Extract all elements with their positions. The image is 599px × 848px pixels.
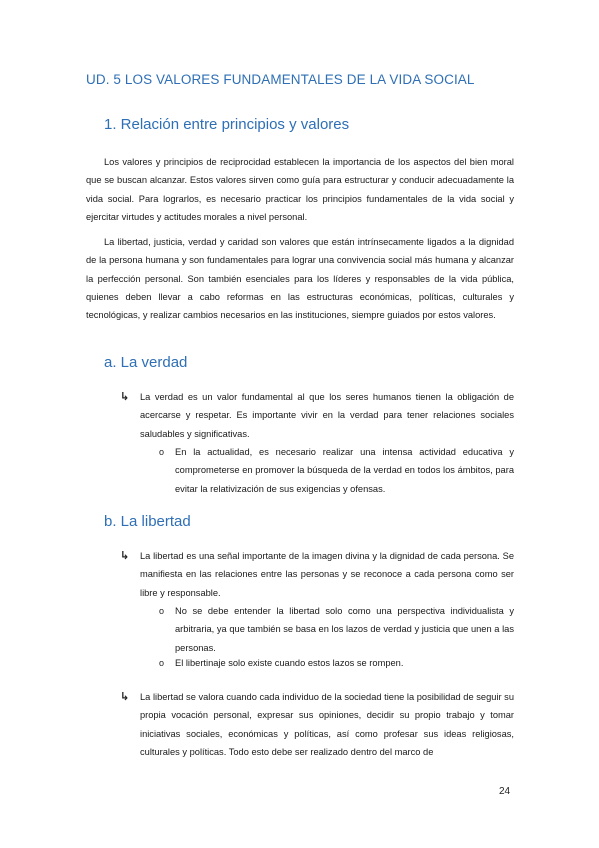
section-b-heading: b. La libertad — [104, 513, 191, 530]
circle-bullet-icon: o — [159, 447, 165, 457]
libertad-item-1: La libertad es una señal importante de la imagen divina y la dignidad de cada persona. Se manifiesta en las relaciones entre las personas y se reconoce a cada persona como ser libre y responsable. — [140, 551, 514, 598]
circle-bullet-icon: o — [159, 606, 165, 616]
verdad-item-1: La verdad es un valor fundamental al que los seres humanos tienen la obligación de acercarse y respetar. Es importante vivir en la verdad para tener relaciones sociales saludables y significativas. — [140, 392, 514, 439]
arrow-bullet-icon: ↳ — [120, 391, 130, 403]
arrow-bullet-icon: ↳ — [120, 691, 130, 703]
verdad-subitem-1: En la actualidad, es necesario realizar una intensa actividad educativa y comprometerse en promover la búsqueda de la verdad en todos los ámbitos, para evitar la relativización de sus exigencias y ofensas. — [175, 447, 514, 494]
circle-bullet-icon: o — [159, 658, 165, 668]
libertad-subitem-1: No se debe entender la libertad solo como una perspectiva individualista y arbitraria, ya que también se basa en los lazos de verdad y justicia que unen a las personas. — [175, 606, 514, 653]
section-a-heading: a. La verdad — [104, 354, 188, 371]
section-1-paragraph-1: Los valores y principios de reciprocidad establecen la importancia de los aspectos del bien moral que se buscan alcanzar. Estos valores sirven como guía para estructurar y conducir adecuadamente la vida social. Para lograrlos, es necesario practicar los principios fundamentales de la vida social y ejercitar virtudes y actitudes morales a nivel personal. — [86, 157, 514, 222]
libertad-subitem-2: El libertinaje solo existe cuando estos lazos se rompen. — [175, 658, 404, 668]
page-number: 24 — [499, 786, 511, 797]
arrow-bullet-icon: ↳ — [120, 550, 130, 562]
libertad-item-2: La libertad se valora cuando cada individuo de la sociedad tiene la posibilidad de seguir su propia vocación personal, expresar sus opiniones, decidir su propio trabajo y tomar iniciativas sociales, económicas y políticas, así como profesar sus ideas religiosas, culturales y políticas. Todo esto debe ser realizado dentro del marco de — [140, 692, 514, 757]
section-1-heading: 1. Relación entre principios y valores — [104, 116, 350, 133]
document-title: UD. 5 LOS VALORES FUNDAMENTALES DE LA VIDA SOCIAL — [86, 72, 475, 87]
section-1-paragraph-2: La libertad, justicia, verdad y caridad son valores que están intrínsecamente ligados a la dignidad de la persona humana y son fundamentales para lograr una convivencia social más humana y alcanzar la perfección personal. Son también esenciales para los líderes y responsables de la vida pública, quienes deben llevar a cabo reformas en las estructuras económicas, políticas, culturales y tecnológicas, y realizar cambios necesarios en las instituciones, siempre guiados por estos valores. — [86, 237, 514, 321]
